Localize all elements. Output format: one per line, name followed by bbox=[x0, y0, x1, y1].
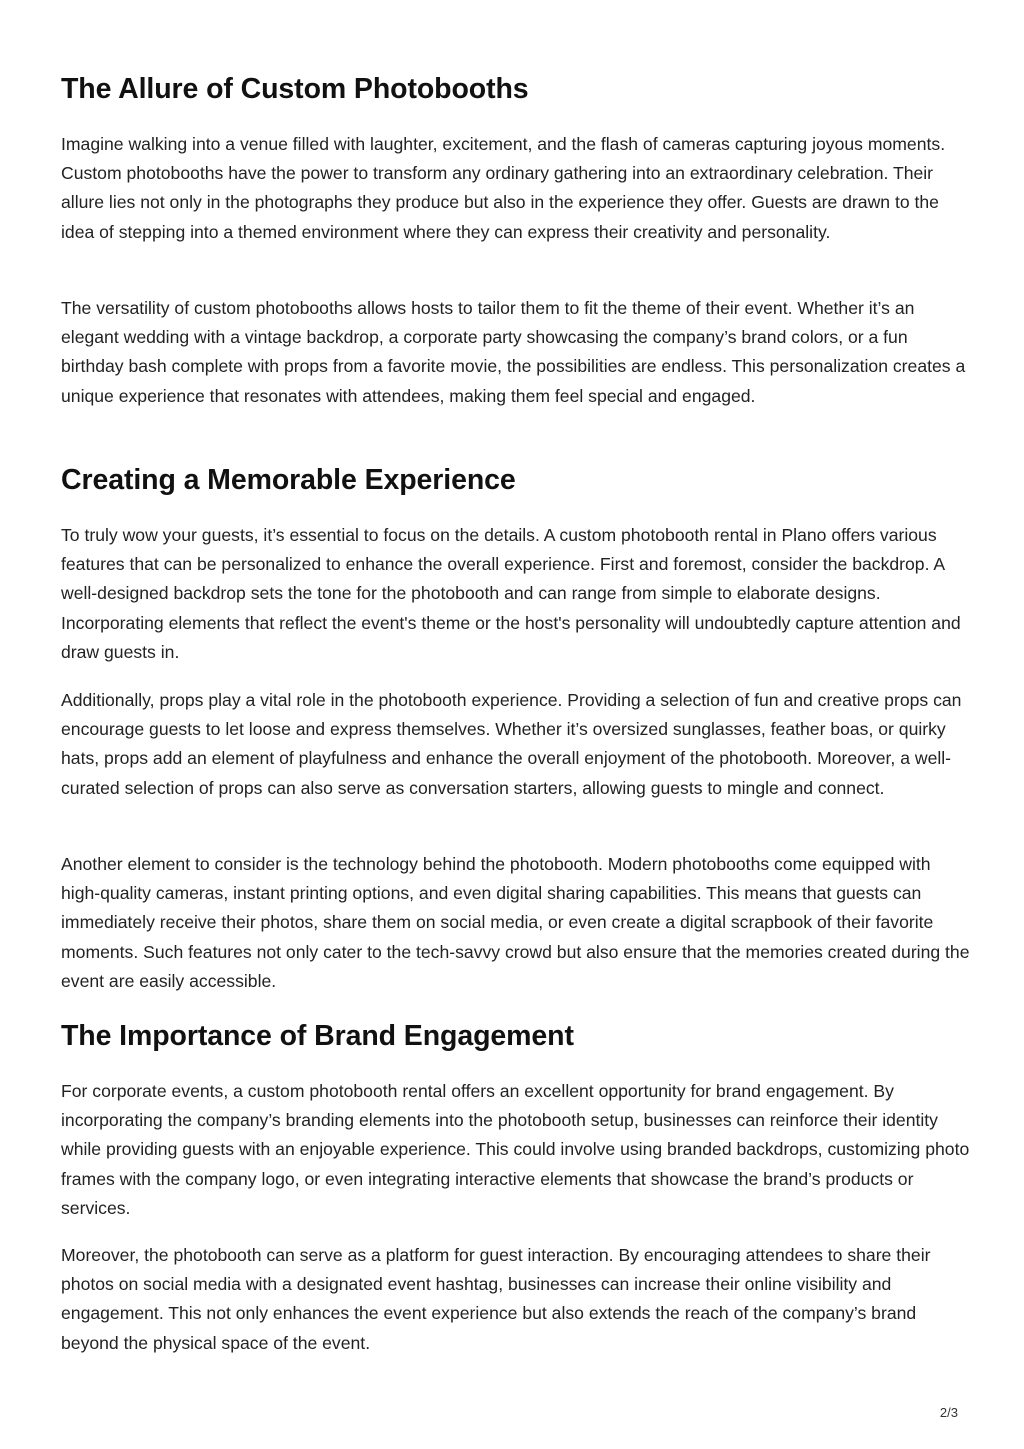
section-heading-memorable-experience: Creating a Memorable Experience bbox=[61, 464, 516, 496]
paragraph-experience-2: Additionally, props play a vital role in the photobooth experience. Providing a selection of fun and creative props can encourage guests to let loose and express themselves. Whether it’s oversized sunglasses, feather boas, or quirky hats, props add an element of playfulness and enhance the overall enjoyment of the photobooth. Moreover, a well-curated selection of props can also serve as conversation starters, allowing guests to mingle and connect. bbox=[61, 690, 962, 798]
paragraph-brand-1: For corporate events, a custom photobooth rental offers an excellent opportunity for brand engagement. By incorporating the company’s branding elements into the photobooth setup, businesses can reinforce their identity while providing guests with an enjoyable experience. This could involve using branded backdrops, customizing photo frames with the company logo, or even integrating interactive elements that showcase the brand’s products or services. bbox=[61, 1081, 970, 1218]
page-number: 2/3 bbox=[939, 1405, 958, 1420]
paragraph-brand-2: Moreover, the photobooth can serve as a platform for guest interaction. By encouraging attendees to share their photos on social media with a designated event hashtag, businesses can increase their online visibility and engagement. This not only enhances the event experience but also extends the reach of the company’s brand beyond the physical space of the event. bbox=[61, 1245, 931, 1353]
paragraph-allure-2: The versatility of custom photobooths allows hosts to tailor them to fit the theme of their event. Whether it’s an elegant wedding with a vintage backdrop, a corporate party showcasing the company’s brand colors, or a fun birthday bash complete with props from a favorite movie, the possibilities are endless. This personalization creates a unique experience that resonates with attendees, making them feel special and engaged. bbox=[61, 298, 966, 406]
section-heading-brand-engagement: The Importance of Brand Engagement bbox=[61, 1020, 574, 1052]
section-heading-allure: The Allure of Custom Photobooths bbox=[61, 73, 529, 105]
paragraph-experience-3: Another element to consider is the technology behind the photobooth. Modern photobooths come equipped with high-quality cameras, instant printing options, and even digital sharing capabilities. This means that guests can immediately receive their photos, share them on social media, or even create a digital scrapbook of their favorite moments. Such features not only cater to the tech-savvy crowd but also ensure that the memories created during the event are easily accessible. bbox=[61, 854, 970, 991]
paragraph-allure-1: Imagine walking into a venue filled with laughter, excitement, and the flash of cameras capturing joyous moments. Custom photobooths have the power to transform any ordinary gathering into an extraordinary celebration. Their allure lies not only in the photographs they produce but also in the experience they offer. Guests are drawn to the idea of stepping into a themed environment where they can express their creativity and personality. bbox=[61, 134, 946, 242]
paragraph-experience-1: To truly wow your guests, it’s essential to focus on the details. A custom photobooth rental in Plano offers various features that can be personalized to enhance the overall experience. First and foremost, consider the backdrop. A well-designed backdrop sets the tone for the photobooth and can range from simple to elaborate designs. Incorporating elements that reflect the event's theme or the host's personality will undoubtedly capture attention and draw guests in. bbox=[61, 525, 961, 662]
